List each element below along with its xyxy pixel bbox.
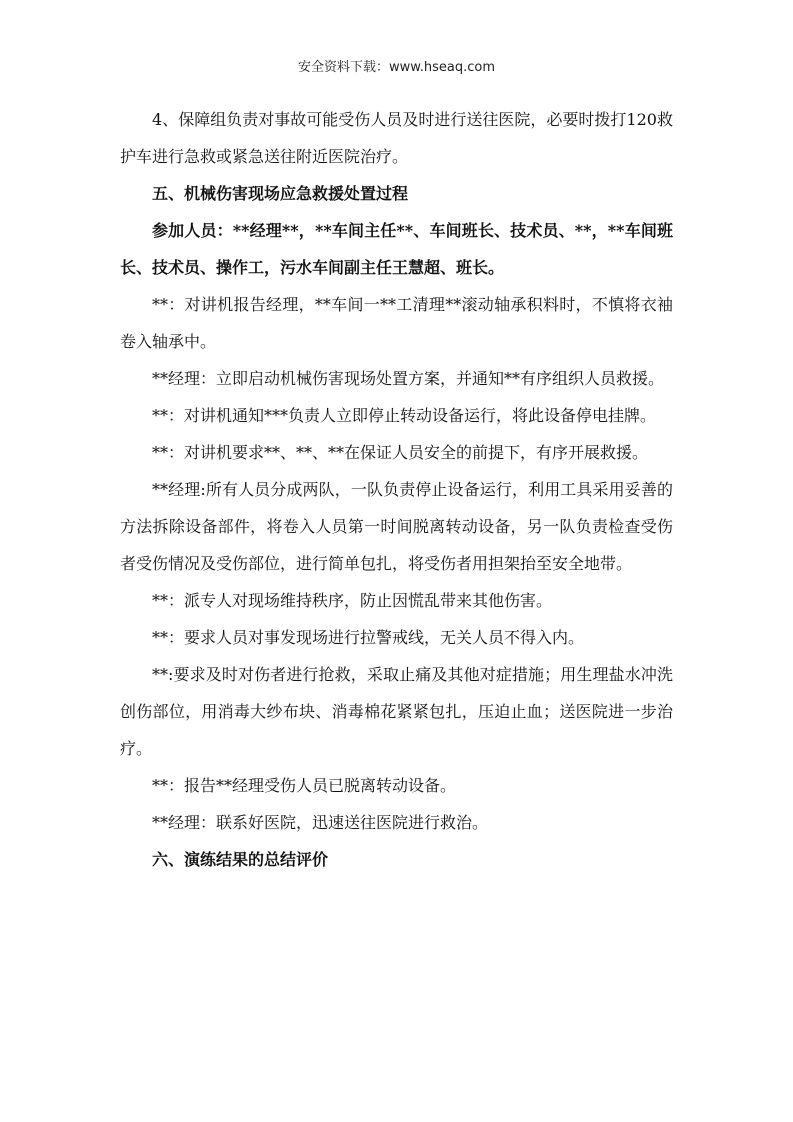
document-body [120, 101, 673, 878]
paragraph-manager-activate: **经理：立即启动机械伤害现场处置方案，并通知**有序组织人员救援。 [152, 369, 665, 388]
page-header-source: 安全资料下载：www.hseaq.com [298, 60, 495, 75]
paragraph-hospital-transport: 4、保障组负责对事故可能受伤人员及时进行送往医院，必要时拨打120救护车进行急救或紧急送往附近医院治疗。 [120, 110, 673, 166]
paragraph-report-removed: **：报告**经理受伤人员已脱离转动设备。 [152, 776, 457, 795]
paragraph-maintain-order: **：派专人对现场维持秩序，防止因慌乱带来其他伤害。 [152, 591, 553, 610]
paragraph-report-accident: **：对讲机报告经理，**车间一**工清理**滚动轴承积料时，不慎将衣袖卷入轴承中。 [120, 295, 673, 351]
paragraph-cordon: **：要求人员对事发现场进行拉警戒线，无关人员不得入内。 [152, 628, 585, 647]
section-heading-6: 六、演练结果的总结评价 [152, 850, 329, 869]
section-heading-5: 五、机械伤害现场应急救援处置过程 [152, 184, 409, 203]
participants-paragraph: 参加人员：**经理**，**车间主任**、车间班长、技术员、**，**车间班长、技术员、操作工，污水车间副主任王慧超、班长。 [120, 221, 673, 277]
paragraph-two-teams: **经理:所有人员分成两队，一队负责停止设备运行，利用工具采用妥善的方法拆除设备部件，将卷入人员第一时间脱离转动设备，另一队负责检查受伤者受伤情况及受伤部位，进行简单包扎，将受伤者用担架抬至安全地带。 [120, 480, 673, 573]
paragraph-first-aid: **:要求及时对伤者进行抢救，采取止痛及其他对症措施；用生理盐水冲洗创伤部位，用消毒大纱布块、消毒棉花紧紧包扎，压迫止血；送医院进一步治疗。 [120, 665, 673, 758]
paragraph-rescue-request: **：对讲机要求**、**、**在保证人员安全的前提下，有序开展救援。 [152, 443, 649, 462]
paragraph-stop-equipment: **：对讲机通知***负责人立即停止转动设备运行，将此设备停电挂牌。 [152, 406, 657, 425]
paragraph-contact-hospital: **经理：联系好医院，迅速送往医院进行救治。 [152, 813, 489, 832]
